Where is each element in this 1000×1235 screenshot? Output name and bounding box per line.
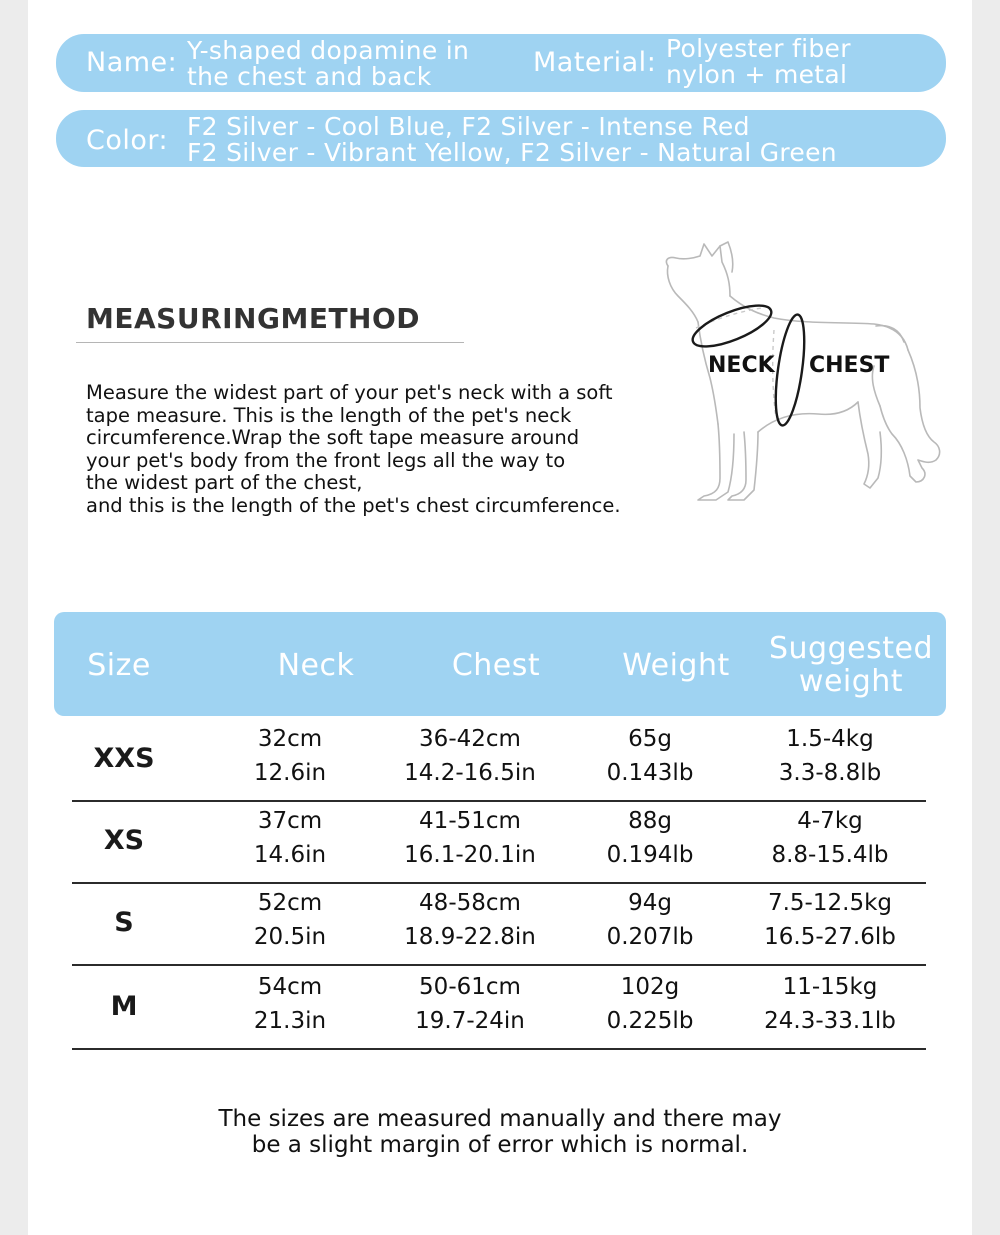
color-label: Color: [86, 125, 169, 156]
chest-cm: 36-42cm [419, 726, 521, 752]
header-suggested-weight [756, 632, 946, 698]
size-cell: S [114, 907, 134, 938]
table-row [72, 802, 926, 884]
suggested-kg: 11-15kg [782, 974, 878, 1000]
instruction-line: circumference.Wrap the soft tape measure around [86, 426, 580, 450]
suggested-lb: 8.8-15.4lb [771, 842, 889, 868]
chest-label: CHEST [809, 353, 890, 378]
title-divider [76, 342, 464, 343]
dog-outline-icon [624, 238, 954, 518]
size-cell: XXS [93, 743, 155, 774]
neck-label: NECK [708, 353, 775, 378]
weight-lb: 0.143lb [606, 760, 694, 786]
material-value [666, 36, 851, 88]
chest-in: 16.1-20.1in [404, 842, 536, 868]
chest-cell [380, 886, 560, 954]
header-suggested-line1: Suggested [769, 631, 933, 666]
chest-cell [380, 804, 560, 872]
suggested-lb: 3.3-8.8lb [778, 760, 882, 786]
suggested-weight-cell [740, 970, 920, 1038]
color-value-line2: F2 Silver - Vibrant Yellow, F2 Silver - Natural Green [187, 138, 837, 167]
instruction-line: tape measure. This is the length of the pet's neck [86, 403, 572, 427]
chest-in: 19.7-24in [415, 1008, 525, 1034]
name-material-banner [56, 34, 946, 92]
suggested-weight-cell [740, 886, 920, 954]
name-label: Name: [86, 47, 178, 78]
weight-cell [560, 886, 740, 954]
header-chest: Chest [451, 648, 541, 683]
material-label: Material: [533, 47, 657, 78]
chest-cm: 48-58cm [419, 890, 521, 916]
neck-in: 21.3in [253, 1008, 327, 1034]
table-row [72, 720, 926, 802]
product-size-page [28, 0, 972, 1235]
sizing-disclaimer [28, 1106, 972, 1158]
name-value-line1: Y-shaped dopamine in [187, 36, 470, 65]
suggested-kg: 4-7kg [797, 808, 863, 834]
header-suggested-line2: weight [798, 664, 904, 699]
weight-cell [560, 970, 740, 1038]
size-cell: XS [103, 825, 145, 856]
chest-in: 14.2-16.5in [404, 760, 536, 786]
instruction-line: your pet's body from the front legs all the way to [86, 448, 566, 472]
name-value-line2: the chest and back [187, 62, 432, 91]
instruction-line: and this is the length of the pet's chest circumference. [86, 493, 621, 517]
material-value-line1: Polyester fiber [666, 34, 851, 63]
name-value [187, 38, 469, 90]
instruction-line: the widest part of the chest, [86, 471, 363, 495]
instruction-line: Measure the widest part of your pet's neck with a soft [86, 381, 613, 404]
header-weight: Weight [622, 648, 730, 683]
dog-measurement-illustration [624, 238, 954, 518]
weight-g: 102g [620, 974, 680, 1000]
weight-lb: 0.207lb [606, 924, 694, 950]
color-value-line1: F2 Silver - Cool Blue, F2 Silver - Intense Red [187, 112, 750, 141]
suggested-kg: 1.5-4kg [786, 726, 874, 752]
neck-cm: 54cm [257, 974, 323, 1000]
neck-cell [200, 886, 380, 954]
neck-in: 12.6in [253, 760, 327, 786]
weight-lb: 0.225lb [606, 1008, 694, 1034]
suggested-kg: 7.5-12.5kg [767, 890, 892, 916]
disclaimer-line2: be a slight margin of error which is normal. [251, 1132, 749, 1158]
neck-cell [200, 804, 380, 872]
neck-in: 20.5in [253, 924, 327, 950]
neck-cell [200, 722, 380, 790]
color-value [187, 114, 837, 166]
weight-cell [560, 804, 740, 872]
chest-in: 18.9-22.8in [404, 924, 536, 950]
header-neck: Neck [277, 648, 355, 683]
table-row [72, 884, 926, 966]
suggested-lb: 16.5-27.6lb [764, 924, 896, 950]
neck-in: 14.6in [253, 842, 327, 868]
suggested-weight-cell [740, 804, 920, 872]
table-row [72, 968, 926, 1050]
neck-cm: 32cm [257, 726, 323, 752]
material-value-line2: nylon + metal [666, 60, 848, 89]
chest-cm: 41-51cm [419, 808, 521, 834]
weight-g: 94g [628, 890, 672, 916]
chest-cell [380, 722, 560, 790]
chest-cell [380, 970, 560, 1038]
disclaimer-line1: The sizes are measured manually and there may [218, 1106, 782, 1132]
neck-cm: 37cm [257, 808, 323, 834]
size-cell: M [110, 991, 138, 1022]
weight-cell [560, 722, 740, 790]
header-size: Size [87, 648, 151, 683]
measuring-method-title: MEASURINGMETHOD [86, 302, 421, 335]
size-table-header [54, 612, 946, 716]
suggested-lb: 24.3-33.1lb [764, 1008, 896, 1034]
suggested-weight-cell [740, 722, 920, 790]
measuring-instructions [86, 382, 666, 518]
neck-cm: 52cm [257, 890, 323, 916]
color-banner [56, 110, 946, 167]
weight-g: 88g [628, 808, 672, 834]
weight-lb: 0.194lb [606, 842, 694, 868]
neck-cell [200, 970, 380, 1038]
chest-cm: 50-61cm [419, 974, 521, 1000]
weight-g: 65g [628, 726, 672, 752]
